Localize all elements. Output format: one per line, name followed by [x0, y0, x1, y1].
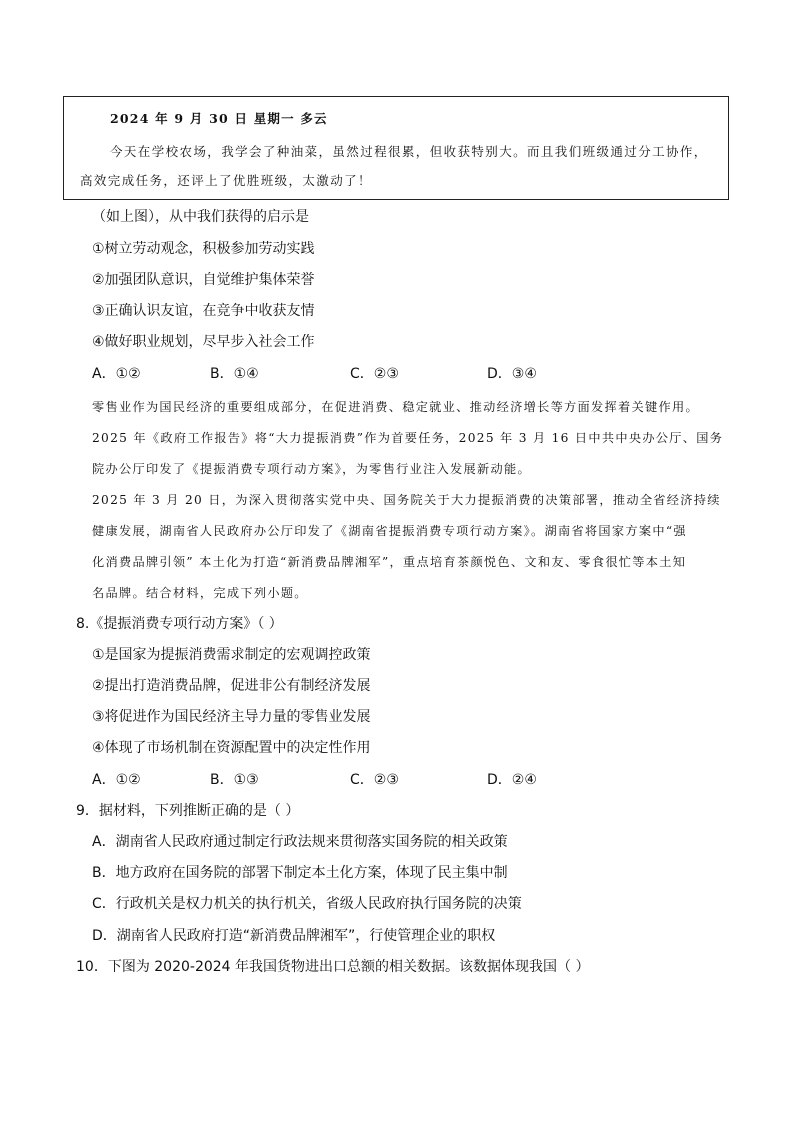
- diary-date: 2024 年 9 月 30 日 星期一 多云: [110, 111, 328, 126]
- q7-option-d[interactable]: D．③④: [487, 366, 537, 382]
- q9-option-a[interactable]: A．湖南省人民政府通过制定行政法规来贯彻落实国务院的相关政策: [92, 834, 508, 850]
- q8-stem: 8.《提振消费专项行动方案》（ ）: [76, 616, 283, 632]
- q7-statement-1: ①树立劳动观念，积极参加劳动实践: [92, 241, 315, 257]
- diary-box: [63, 96, 729, 200]
- q7-statement-3: ③正确认识友谊，在竞争中收获友情: [92, 303, 315, 319]
- q9-option-b[interactable]: B．地方政府在国务院的部署下制定本土化方案，体现了民主集中制: [92, 865, 508, 881]
- q8-option-a[interactable]: A．①②: [92, 772, 141, 788]
- q9-option-d[interactable]: D．湖南省人民政府打造“新消费品牌湘军”，行使管理企业的职权: [92, 928, 496, 944]
- q9-option-c[interactable]: C．行政机关是权力机关的执行机关，省级人民政府执行国务院的决策: [92, 896, 522, 912]
- q8-option-b[interactable]: B．①③: [210, 772, 259, 788]
- q8-statement-4: ④体现了市场机制在资源配置中的决定性作用: [92, 740, 371, 756]
- material-line-4: 2025 年 3 月 20 日，为深入贯彻落实党中央、国务院关于大力提振消费的决策部署，推动全省经济持续: [92, 493, 721, 507]
- q7-option-b[interactable]: B．①④: [210, 366, 259, 382]
- diary-body: 今天在学校农场，我学会了种油菜，虽然过程很累，但收获特别大。而且我们班级通过分工协作，高效完成任务，还评上了优胜班级，太激动了！: [80, 144, 708, 188]
- material-line-6: 化消费品牌引领” 本土化为打造“新消费品牌湘军”，重点培育茶颜悦色、文和友、零食很忙等本土知: [92, 555, 687, 569]
- q10-stem: 10．下图为 2020-2024 年我国货物进出口总额的相关数据。该数据体现我国（ ）: [76, 959, 590, 975]
- q8-statement-1: ①是国家为提振消费需求制定的宏观调控政策: [92, 647, 371, 663]
- q7-option-a[interactable]: A．①②: [92, 366, 141, 382]
- q7-statement-2: ②加强团队意识，自觉维护集体荣誉: [92, 272, 315, 288]
- material-line-7: 名品牌。结合材料，完成下列小题。: [92, 586, 308, 600]
- q7-stem: （如上图），从中我们获得的启示是: [92, 209, 309, 225]
- q8-option-d[interactable]: D．②④: [487, 772, 537, 788]
- material-line-5: 健康发展，湖南省人民政府办公厅印发了《湖南省提振消费专项行动方案》。湖南省将国家方案中“强: [92, 524, 687, 538]
- material-line-2: 2025 年《政府工作报告》将“大力提振消费”作为首要任务，2025 年 3 月 16 日中共中央办公厅、国务: [92, 431, 724, 445]
- q8-statement-3: ③将促进作为国民经济主导力量的零售业发展: [92, 709, 371, 725]
- material-line-3: 院办公厅印发了《提振消费专项行动方案》，为零售行业注入发展新动能。: [92, 462, 531, 476]
- q7-option-c[interactable]: C．②③: [350, 366, 399, 382]
- q7-statement-4: ④做好职业规划，尽早步入社会工作: [92, 334, 315, 350]
- material-line-1: 零售业作为国民经济的重要组成部分，在促进消费、稳定就业、推动经济增长等方面发挥着关键作用。: [92, 400, 699, 414]
- q9-stem: 9．据材料，下列推断正确的是（ ）: [76, 803, 300, 819]
- q8-statement-2: ②提出打造消费品牌，促进非公有制经济发展: [92, 678, 371, 694]
- q8-option-c[interactable]: C．②③: [350, 772, 399, 788]
